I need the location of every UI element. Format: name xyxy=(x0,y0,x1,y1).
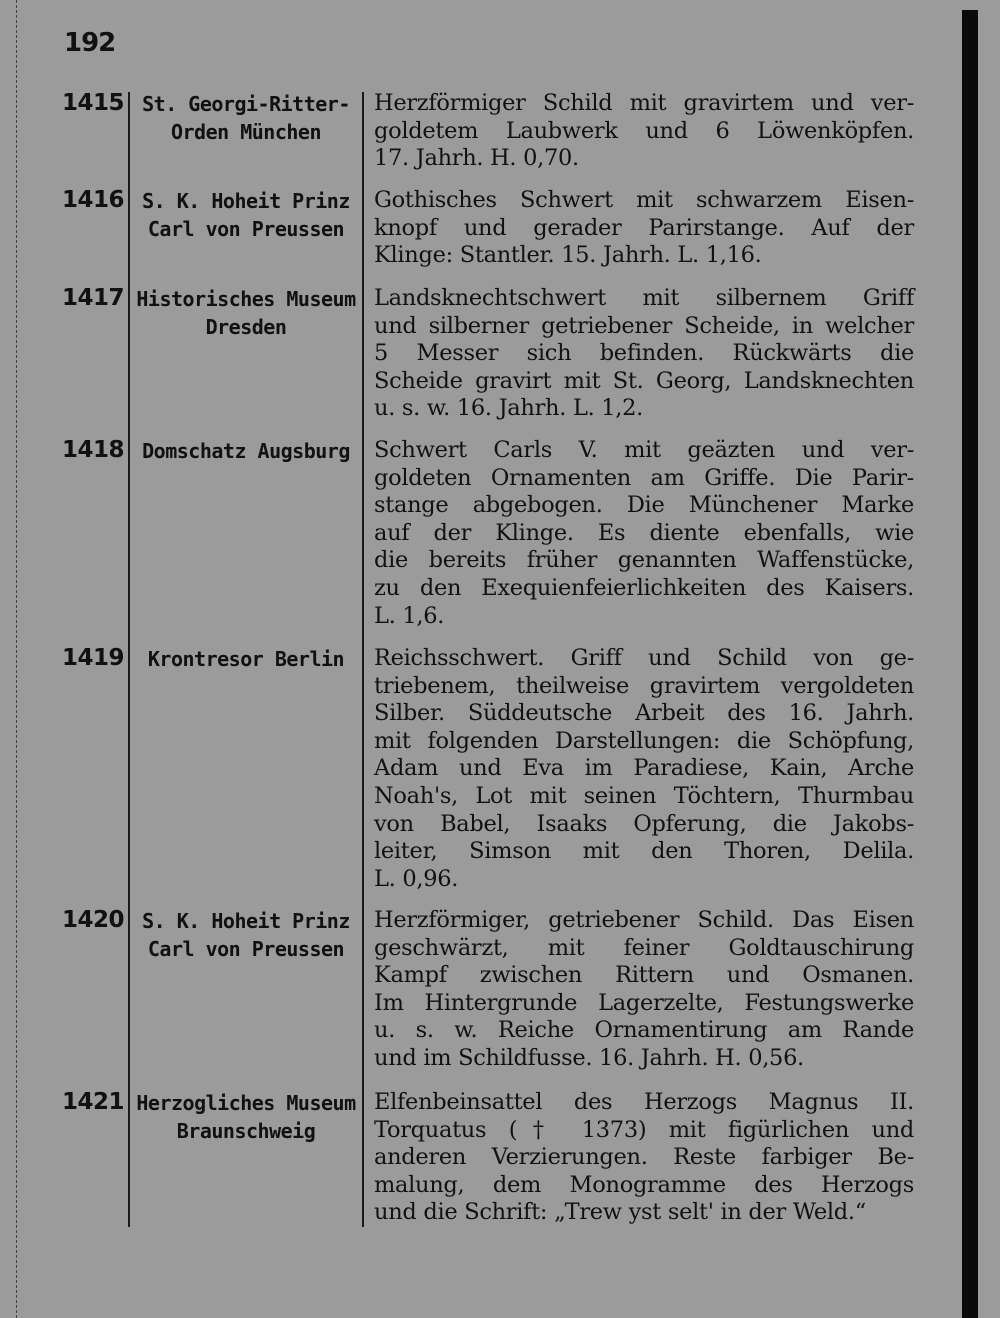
description-line: u. s. w. 16. Jahrh. L. 1,2. xyxy=(374,395,644,422)
entry-owner xyxy=(130,90,362,146)
description-line: von Babel, Isaaks Opferung, die Jakobs- xyxy=(374,810,914,837)
description-line: Herzförmiger Schild mit gravirtem und ver- xyxy=(374,90,914,116)
description-line: Adam und Eva im Paradiese, Kain, Arche xyxy=(374,755,914,782)
column-rule-right xyxy=(362,92,364,1227)
owner-line: Domschatz Augsburg xyxy=(142,439,350,463)
description-line: Im Hintergrunde Lagerzelte, Festungswerke xyxy=(374,989,914,1016)
description-line: Elfenbeinsattel des Herzogs Magnus II. xyxy=(374,1089,914,1115)
description-line: triebenem, theilweise gravirtem vergoldeten xyxy=(374,672,914,699)
description-line: Noah's, Lot mit seinen Töchtern, Thurmbau xyxy=(374,782,914,809)
description-line: und die Schrift: „Trew yst selt' in der Weld.“ xyxy=(374,1199,866,1226)
description-line: Herzförmiger, getriebener Schild. Das Eisen xyxy=(374,907,914,933)
description-line: u. s. w. Reiche Ornamentirung am Rande xyxy=(374,1017,914,1044)
owner-line: S. K. Hoheit Prinz xyxy=(142,189,350,213)
entry-description xyxy=(374,645,914,893)
entry-description xyxy=(374,907,914,1073)
owner-line: Herzogliches Museum xyxy=(136,1091,356,1115)
description-line: goldetem Laubwerk und 6 Löwenköpfen. xyxy=(374,117,914,144)
description-line: malung, dem Monogramme des Herzogs xyxy=(374,1171,914,1198)
description-line: Silber. Süddeutsche Arbeit des 16. Jahrh. xyxy=(374,700,914,727)
entry-description xyxy=(374,285,914,423)
owner-line: Braunschweig xyxy=(176,1119,316,1143)
description-line: stange abgebogen. Die Münchener Marke xyxy=(374,492,914,519)
description-line: Schwert Carls V. mit geäzten und ver- xyxy=(374,437,914,463)
description-line: Scheide gravirt mit St. Georg, Landsknechten xyxy=(374,367,914,394)
entry-description xyxy=(374,437,914,630)
description-line: Gothisches Schwert mit schwarzem Eisen- xyxy=(374,187,914,213)
entry-owner xyxy=(130,187,362,243)
description-line: und im Schildfusse. 16. Jahrh. H. 0,56. xyxy=(374,1044,804,1071)
page-number: 192 xyxy=(64,28,116,58)
left-margin-line xyxy=(16,0,17,1318)
description-line: L. 1,6. xyxy=(374,602,445,629)
description-line: 17. Jahrh. H. 0,70. xyxy=(374,145,579,172)
description-line: Landsknechtschwert mit silbernem Griff xyxy=(374,285,914,311)
description-line: die bereits früher genannten Waffenstücke, xyxy=(374,547,914,574)
description-line: Reichsschwert. Griff und Schild von ge- xyxy=(374,645,914,671)
owner-line: Carl von Preussen xyxy=(147,937,345,961)
description-line: mit folgenden Darstellungen: die Schöpfung, xyxy=(374,727,914,754)
description-line: und silberner getriebener Scheide, in welcher xyxy=(374,312,914,339)
description-line: zu den Exequienfeierlichkeiten des Kaisers. xyxy=(374,574,914,601)
entry-description xyxy=(374,1089,914,1227)
entry-number: 1419 xyxy=(62,645,125,671)
entry-owner xyxy=(130,437,362,465)
entry-number: 1416 xyxy=(62,187,125,213)
description-line: leiter, Simson mit den Thoren, Delila. xyxy=(374,838,914,865)
entry-description xyxy=(374,90,914,173)
right-edge-bar xyxy=(962,10,978,1318)
description-line: L. 0,96. xyxy=(374,865,459,892)
entry-number: 1418 xyxy=(62,437,125,463)
entry-description xyxy=(374,187,914,270)
description-line: Kampf zwischen Rittern und Osmanen. xyxy=(374,962,914,989)
description-line: Klinge: Stantler. 15. Jahrh. L. 1,16. xyxy=(374,242,762,269)
entry-owner xyxy=(130,907,362,963)
owner-line: S. K. Hoheit Prinz xyxy=(142,909,350,933)
entry-number: 1421 xyxy=(62,1089,125,1115)
owner-line: Orden München xyxy=(170,120,322,144)
owner-line: Historisches Museum xyxy=(136,287,356,311)
description-line: knopf und gerader Parirstange. Auf der xyxy=(374,214,914,241)
description-line: geschwärzt, mit feiner Goldtauschirung xyxy=(374,934,914,961)
entry-number: 1417 xyxy=(62,285,125,311)
entry-number: 1415 xyxy=(62,90,125,116)
owner-line: Krontresor Berlin xyxy=(147,647,345,671)
entry-owner xyxy=(130,645,362,673)
entry-owner xyxy=(130,1089,362,1145)
owner-line: Carl von Preussen xyxy=(147,217,345,241)
description-line: Torquatus († 1373) mit figürlichen und xyxy=(374,1116,914,1143)
entry-number: 1420 xyxy=(62,907,125,933)
description-line: goldeten Ornamenten am Griffe. Die Parir- xyxy=(374,464,914,491)
description-line: auf der Klinge. Es diente ebenfalls, wie xyxy=(374,519,914,546)
description-line: anderen Verzierungen. Reste farbiger Be- xyxy=(374,1144,914,1171)
owner-line: Dresden xyxy=(205,315,287,339)
description-line: 5 Messer sich befinden. Rückwärts die xyxy=(374,340,914,367)
owner-line: St. Georgi-Ritter- xyxy=(142,92,350,116)
entry-owner xyxy=(130,285,362,341)
